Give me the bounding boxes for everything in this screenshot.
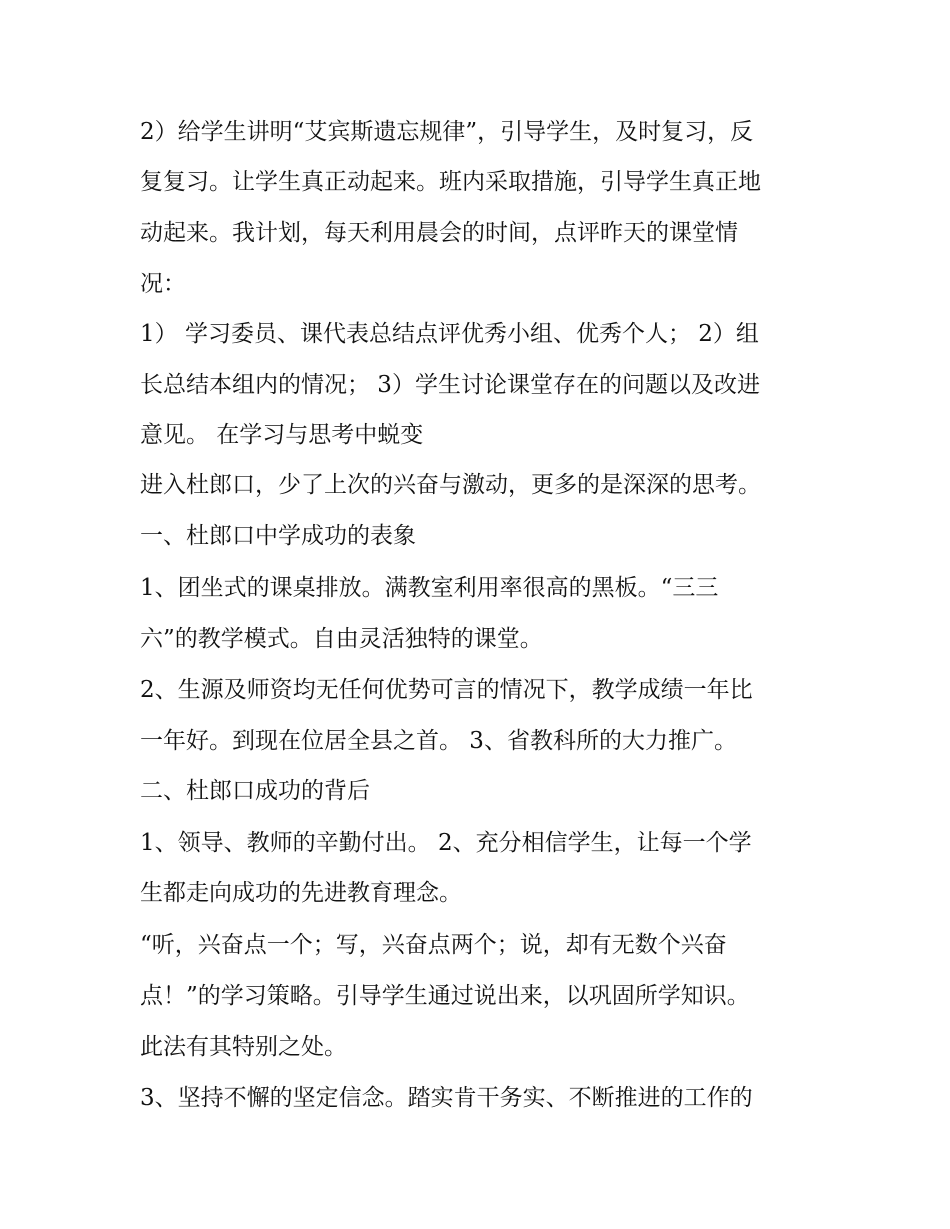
text-line: 生都走向成功的先进教育理念。 bbox=[140, 880, 462, 906]
text-line: 动起来。我计划，每天利用晨会的时间，点评昨天的课堂情 bbox=[140, 220, 738, 246]
text-line: 况： bbox=[140, 271, 186, 297]
text-line: 意见。 在学习与思考中蜕变 bbox=[140, 422, 424, 448]
section-heading: 二、杜郎口成功的背后 bbox=[140, 778, 370, 804]
text-line: 2、生源及师资均无任何优势可言的情况下，教学成绩一年比 bbox=[140, 677, 753, 703]
text-line: 1、领导、教师的辛勤付出。 2、充分相信学生，让每一个学 bbox=[140, 830, 752, 856]
text-line: 2）给学生讲明“艾宾斯遗忘规律”，引导学生，及时复习，反 bbox=[140, 119, 754, 145]
text-line: 点！”的学习策略。引导学生通过说出来，以巩固所学知识。 bbox=[140, 983, 750, 1009]
text-line: 复复习。让学生真正动起来。班内采取措施，引导学生真正地 bbox=[140, 169, 761, 195]
text-line: 进入杜郎口，少了上次的兴奋与激动，更多的是深深的思考。 bbox=[140, 472, 761, 498]
text-line: 1） 学习委员、课代表总结点评优秀小组、优秀个人； 2）组 bbox=[140, 321, 759, 347]
section-heading: 一、杜郎口中学成功的表象 bbox=[140, 523, 416, 549]
text-line: 长总结本组内的情况； 3）学生讨论课堂存在的问题以及改进 bbox=[140, 372, 760, 398]
text-line: 1、团坐式的课桌排放。满教室利用率很高的黑板。“三三 bbox=[140, 575, 719, 601]
text-line: 此法有其特别之处。 bbox=[140, 1034, 347, 1060]
text-line: 一年好。到现在位居全县之首。 3、省教科所的大力推广。 bbox=[140, 728, 737, 754]
text-line: 3、坚持不懈的坚定信念。踏实肯干务实、不断推进的工作的 bbox=[140, 1085, 753, 1111]
text-line: “听，兴奋点一个；写，兴奋点两个；说，却有无数个兴奋 bbox=[140, 932, 727, 958]
text-line: 六”的教学模式。自由灵活独特的课堂。 bbox=[140, 626, 543, 652]
